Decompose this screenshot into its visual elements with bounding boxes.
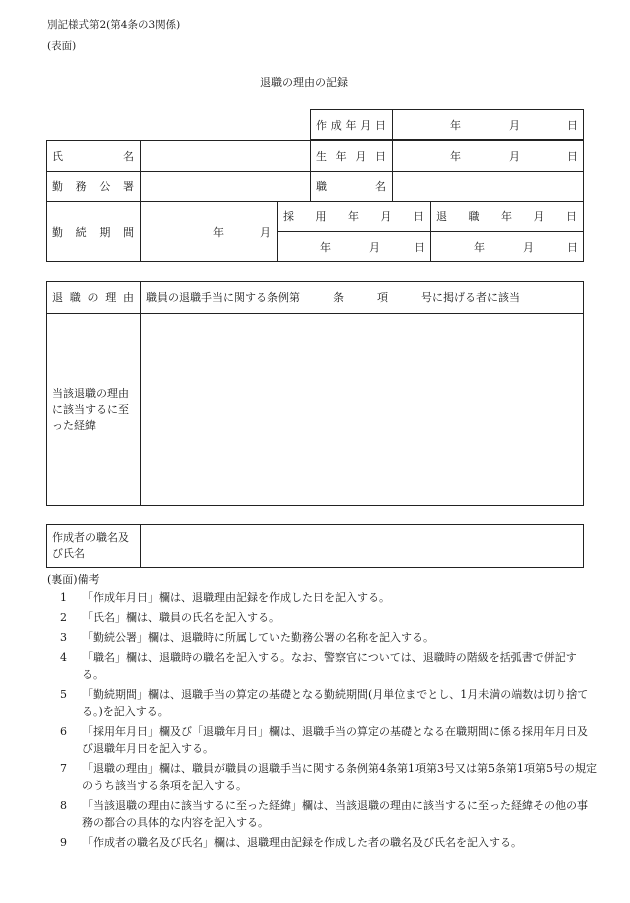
author-label: 作成者の職名及び氏名 [52, 531, 129, 560]
note-item: 5 「勤続期間」欄は、退職手当の算定の基礎となる勤続期間(月単位までとし、1月未満の端数は切り捨てる。)を記入する。 [60, 688, 589, 718]
retire-day: 日 [567, 240, 578, 254]
name-label: 氏 名 [52, 149, 134, 163]
retire-month: 月 [523, 240, 534, 254]
birth-date-label: 生 年 月 日 [316, 149, 386, 163]
position-label: 職 名 [316, 180, 386, 193]
note-item: 4 「職名」欄は、退職時の職名を記入する。なお、警察官については、退職時の階級を括弧書で併記する。 [60, 651, 577, 681]
note-item: 6 「採用年月日」欄及び「退職年月日」欄は、退職手当の算定の基礎となる在職期間に係る採用年月日及び退職年月日を記入する。 [60, 725, 588, 755]
service-years: 年 [213, 225, 224, 239]
service-period-label: 勤 続 期 間 [52, 225, 134, 239]
notes-heading: (裏面)備考 [47, 573, 100, 586]
created-year: 年 [450, 118, 461, 132]
created-day: 日 [567, 118, 578, 132]
circumstances-label: 当該退職の理由に該当するに至った経緯 [52, 386, 129, 432]
office-label: 勤 務 公 署 [52, 180, 134, 193]
hire-month: 月 [369, 240, 380, 254]
retire-date-label: 退 職 年 月 日 [436, 210, 577, 223]
birth-year: 年 [450, 149, 461, 163]
hire-date-label: 採 用 年 月 日 [283, 210, 424, 223]
retire-year: 年 [474, 240, 485, 254]
hire-day: 日 [414, 240, 425, 254]
form-id: 別記様式第2(第4条の3関係) [47, 19, 181, 31]
birth-month: 月 [509, 149, 520, 163]
hire-year: 年 [320, 240, 331, 254]
created-month: 月 [509, 118, 520, 132]
side-label: (表面) [47, 40, 77, 52]
reason-label: 退 職 の 理 由 [52, 291, 134, 304]
created-date-label: 作 成 年 月 日 [316, 118, 386, 132]
note-item: 3 「勤続公署」欄は、退職時に所属していた勤務公署の名称を記入する。 [60, 631, 434, 644]
note-item: 9 「作成者の職名及び氏名」欄は、退職理由記録を作成した者の職名及び氏名を記入する。 [60, 836, 522, 849]
service-months: 月 [260, 225, 271, 239]
reason-text: 職員の退職手当に関する条例第 条 項 号に掲げる者に該当 [146, 291, 520, 304]
note-item: 1 「作成年月日」欄は、退職理由記録を作成した日を記入する。 [60, 591, 390, 604]
page-title: 退職の理由の記録 [260, 76, 348, 89]
note-item: 2 「氏名」欄は、職員の氏名を記入する。 [60, 611, 280, 624]
birth-day: 日 [567, 149, 578, 163]
note-item: 8 「当該退職の理由に該当するに至った経緯」欄は、当該退職の理由に該当するに至った経緯その他の事務の都合の具体的な内容を記入する。 [60, 799, 588, 829]
notes-list [60, 589, 597, 851]
note-item: 7 「退職の理由」欄は、職員が職員の退職手当に関する条例第4条第1項第3号又は第5条第1項第5号の規定のうち該当する条項を記入する。 [60, 762, 597, 792]
